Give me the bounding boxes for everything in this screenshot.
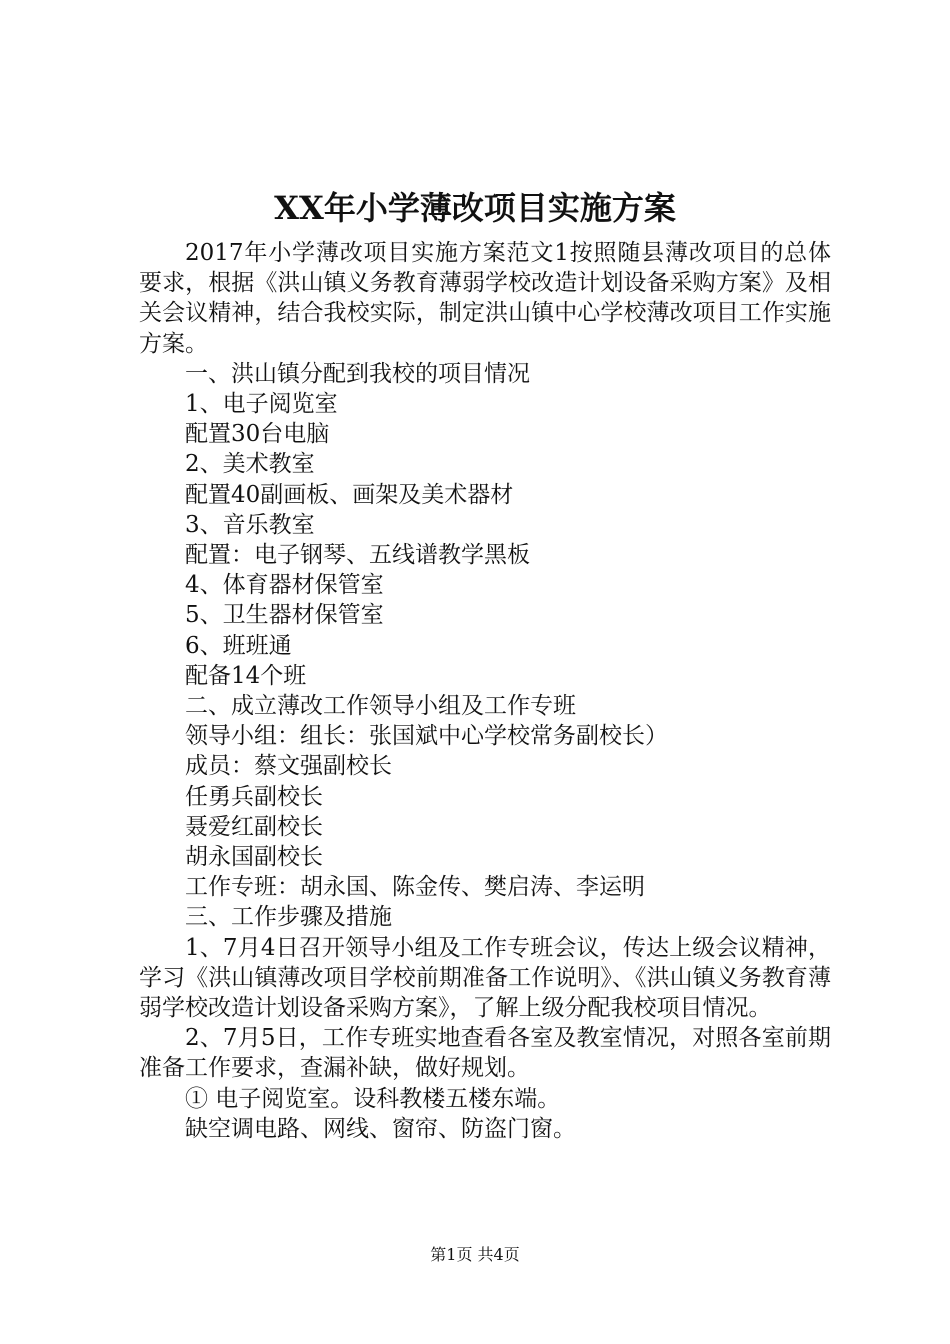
team-line: 胡永国副校长 <box>185 844 323 871</box>
page-number-footer: 第1页 共4页 <box>430 1245 520 1264</box>
list-item: 4、体育器材保管室 <box>185 572 384 599</box>
document-body <box>139 238 831 1144</box>
paragraph: 1、7月4日召开领导小组及工作专班会议，传达上级会议精神，学习《洪山镇薄改项目学校前期准备工作说明》、《洪山镇义务教育薄弱学校改造计划设备采购方案》，了解上级分配我校项目情况。 <box>139 934 831 1022</box>
paragraph: 2、7月5日，工作专班实地查看各室及教室情况，对照各室前期准备工作要求，查漏补缺，做好规划。 <box>139 1025 831 1082</box>
document-title: XX年小学薄改项目实施方案 <box>274 189 676 227</box>
list-item: 3、音乐教室 <box>185 511 315 538</box>
team-line: 任勇兵副校长 <box>185 783 323 810</box>
list-item-detail: 配备14个班 <box>185 662 307 689</box>
list-item: 5、卫生器材保管室 <box>185 602 384 629</box>
team-line: 领导小组：组长：张国斌中心学校常务副校长） <box>185 723 668 750</box>
paragraph: 缺空调电路、网线、窗帘、防盗门窗。 <box>185 1115 576 1142</box>
list-item-detail: 配置40副画板、画架及美术器材 <box>185 481 514 508</box>
list-item: 2、美术教室 <box>185 451 315 478</box>
team-line: 成员：蔡文强副校长 <box>185 753 392 780</box>
team-line: 聂爱红副校长 <box>185 813 323 840</box>
list-item-detail: 配置：电子钢琴、五线谱教学黑板 <box>185 542 530 569</box>
section-heading: 一、洪山镇分配到我校的项目情况 <box>185 360 530 387</box>
list-item: 1、电子阅览室 <box>185 391 338 418</box>
section-heading: 二、成立薄改工作领导小组及工作专班 <box>185 693 576 720</box>
list-item: 6、班班通 <box>185 632 292 659</box>
paragraph: ① 电子阅览室。设科教楼五楼东端。 <box>185 1085 561 1112</box>
paragraph: 2017年小学薄改项目实施方案范文1按照随县薄改项目的总体要求，根据《洪山镇义务教育薄弱学校改造计划设备采购方案》及相关会议精神，结合我校实际，制定洪山镇中心学校薄改项目工作实施方案。 <box>139 240 831 357</box>
team-line: 工作专班：胡永国、陈金传、樊启涛、李运明 <box>185 874 645 901</box>
list-item-detail: 配置30台电脑 <box>185 421 330 448</box>
section-heading: 三、工作步骤及措施 <box>185 904 392 931</box>
